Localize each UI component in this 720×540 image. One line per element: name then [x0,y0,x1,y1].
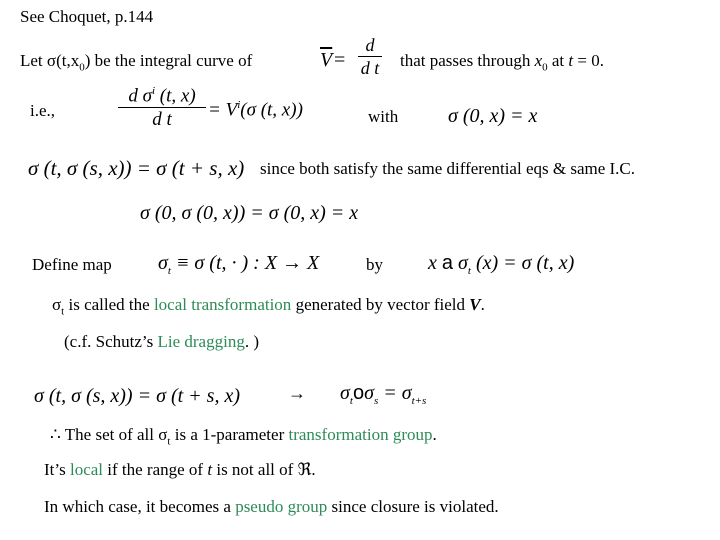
formula-map-action [428,253,574,277]
action-rest: (x) = σ (t, x) [470,252,575,274]
fraction-d-dt [358,36,382,77]
map-rest: ≡ σ (t, · ) : X → X [170,252,320,274]
symbol-x: x [534,51,543,70]
symbol-t: t [207,460,213,479]
formula-initial-condition: σ (0, x) = x [448,105,538,127]
subscript: t [61,305,65,318]
superscript: i [237,99,241,111]
fraction-numerator [118,86,206,105]
symbol-sigma: σ [364,382,374,404]
text-a: is called the [64,295,154,314]
equals-sign: = [334,49,346,71]
num-args: (t, x) [155,85,196,107]
by-label: by [366,255,383,274]
text-integral-curve: ) be the integral curve of [84,51,253,70]
fraction-denominator: d t [152,109,172,131]
local-range-sentence [44,461,316,478]
formula-map [158,253,319,277]
reals-symbol: ℜ [297,460,312,479]
text-a: (c.f. Schutz’s [64,332,158,351]
formula-zero-case: σ (0, σ (0, x)) = σ (0, x) = x [140,202,359,224]
subscript: t [167,435,171,448]
subscript: t [167,265,171,277]
text-b: is a 1-parameter [170,425,289,444]
arrow-symbol: → [288,383,306,403]
symbol-sigma: σ [158,425,168,444]
fraction-bar [118,107,206,108]
text-b: . ) [244,332,259,351]
text-b: generated by vector field [291,295,470,314]
text-a: The set of all [60,425,159,444]
fraction-denominator: d t [360,58,380,78]
passes-through-text [400,52,604,73]
text-equals-zero: = 0. [573,51,604,70]
highlight-transformation-group: transformation group [288,425,433,444]
highlight-lie-dragging: Lie dragging [157,332,245,351]
rhs-V: = V [208,99,238,121]
local-transformation-sentence [52,296,485,317]
text-a: It’s [44,460,70,479]
therefore-symbol: ∴ [50,425,61,444]
highlight-pseudo-group: pseudo group [235,497,328,516]
text-b: if the range of [103,460,208,479]
symbol-t: t [568,51,574,70]
heading-reference: See Choquet, p.144 [20,7,154,26]
symbol-sigma: σ [52,295,62,314]
pseudo-group-sentence [44,498,499,515]
text-c: . [432,425,437,444]
mapsto-symbol: a [441,252,454,274]
text-let: Let σ(t,x [20,51,80,70]
transformation-group-sentence [50,426,437,447]
subscript-ts: t+s [411,395,427,407]
text-c: is not all of [212,460,298,479]
text-b: since closure is violated. [327,497,499,516]
cf-schutz-note [64,333,259,350]
define-map-label: Define map [32,255,112,274]
formula-ode-lhs [118,86,206,129]
text-passes: that passes through [400,51,535,70]
ie-label: i.e., [30,101,56,120]
fraction-numerator: d [365,35,375,55]
superscript: i [151,85,156,97]
text-at: at [547,51,569,70]
fraction-bar [358,56,382,57]
highlight-local: local [69,460,104,479]
formula-composition [340,383,426,407]
rhs-args: (σ (t, x)) [240,99,303,121]
formula-ode-rhs [208,100,303,119]
subscript-t: t [349,395,353,407]
text-d: . [311,460,316,479]
text-a: In which case, it becomes a [44,497,236,516]
text-c: . [480,295,485,314]
formula-group-law-repeat: σ (t, σ (s, x)) = σ (t + s, x) [34,385,240,407]
symbol-V: $\overline{V}$ [320,49,333,71]
since-text: since both satisfy the same differential eqs & same I.C. [260,159,636,178]
symbol-sigma: σ [340,382,350,404]
num-text: d σ [128,85,152,107]
compose-symbol: o [352,382,365,404]
with-label: with [368,107,399,126]
symbol-sigma: σ [458,252,468,274]
compose-eq: = σ [378,382,412,404]
subscript-s: s [373,395,379,407]
subscript: t [467,265,471,277]
highlight-local-transformation: local transformation [153,295,292,314]
symbol-x: x [428,252,437,274]
symbol-sigma: σ [158,252,168,274]
subscript: 0 [542,61,548,74]
subscript: 0 [79,61,85,74]
formula-group-law: σ (t, σ (s, x)) = σ (t + s, x) [28,156,245,180]
symbol-V: V [469,295,481,314]
definition-sentence [20,52,252,73]
